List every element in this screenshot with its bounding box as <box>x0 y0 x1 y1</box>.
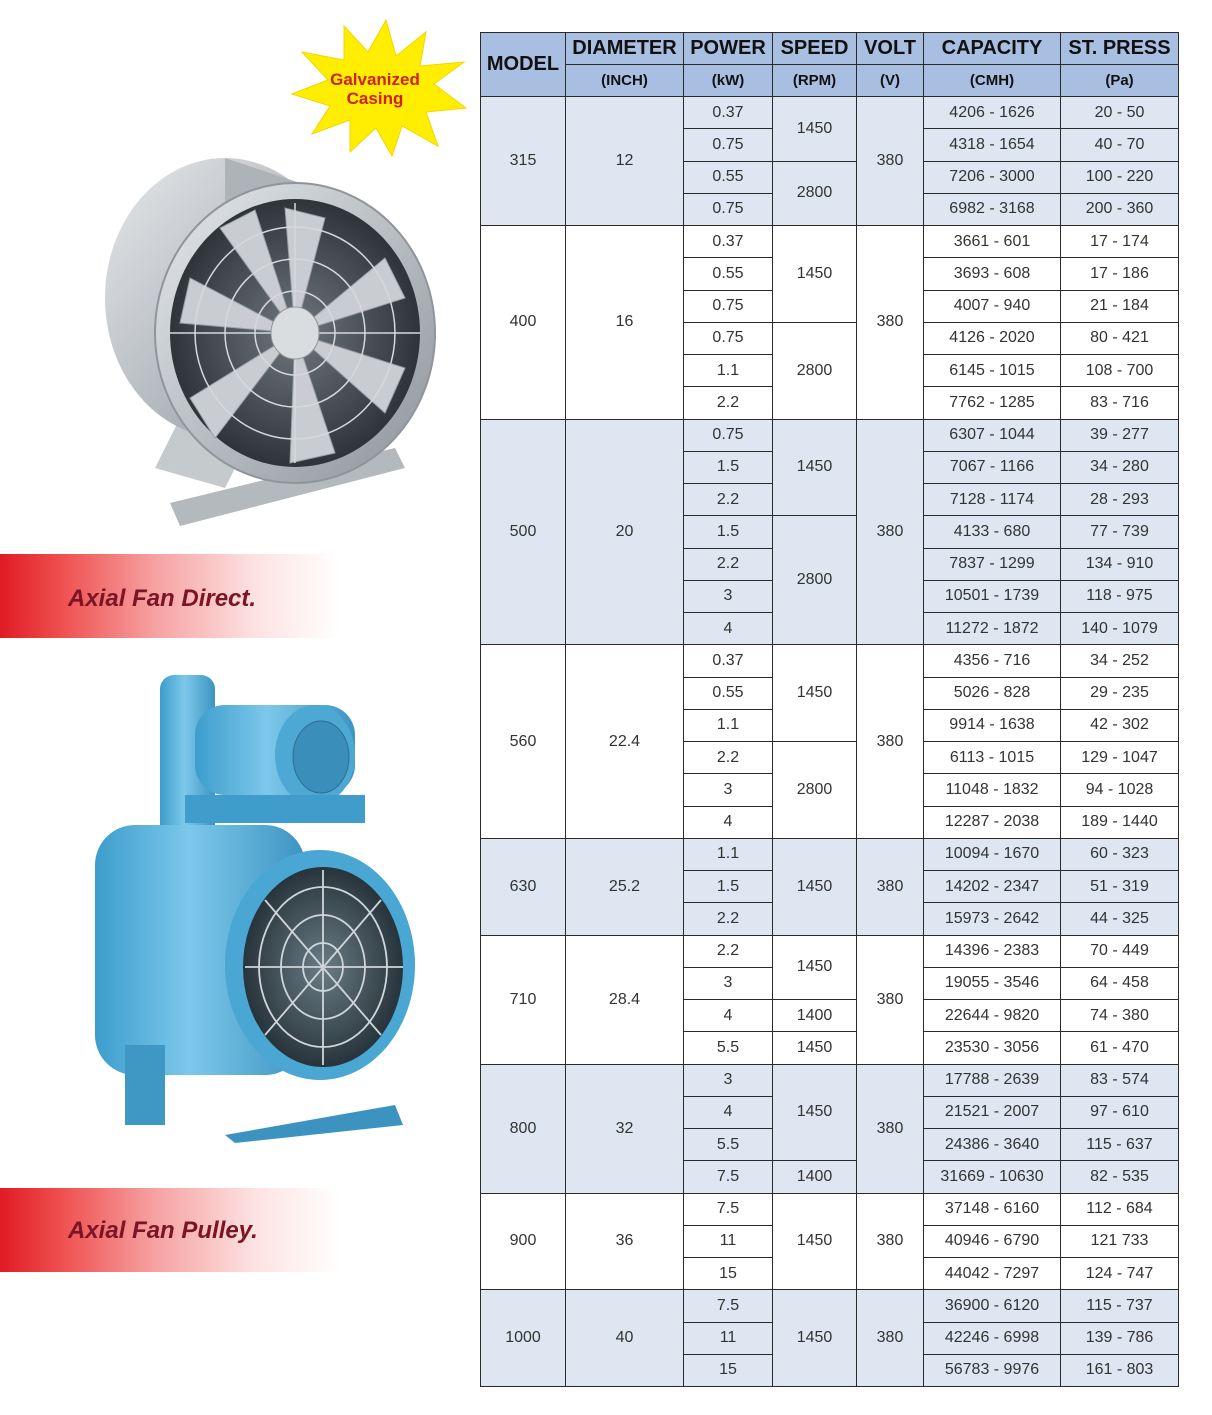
header-diameter: DIAMETER <box>566 33 684 65</box>
st-press-cell: 34 - 252 <box>1061 645 1179 677</box>
st-press-cell: 17 - 186 <box>1061 258 1179 290</box>
st-press-cell: 21 - 184 <box>1061 290 1179 322</box>
power-cell: 0.37 <box>684 97 773 129</box>
axial-fan-pulley-image <box>85 665 430 1145</box>
speed-cell: 2800 <box>773 516 857 645</box>
st-press-cell: 83 - 574 <box>1061 1064 1179 1096</box>
model-cell: 800 <box>481 1064 566 1193</box>
st-press-cell: 20 - 50 <box>1061 97 1179 129</box>
capacity-cell: 40946 - 6790 <box>924 1225 1061 1257</box>
unit-capacity: (CMH) <box>924 65 1061 97</box>
diameter-cell: 28.4 <box>566 935 684 1064</box>
unit-speed: (RPM) <box>773 65 857 97</box>
table-row <box>481 838 1179 870</box>
power-cell: 1.1 <box>684 838 773 870</box>
capacity-cell: 17788 - 2639 <box>924 1064 1061 1096</box>
power-cell: 1.1 <box>684 709 773 741</box>
st-press-cell: 82 - 535 <box>1061 1161 1179 1193</box>
table-row <box>481 419 1179 451</box>
st-press-cell: 60 - 323 <box>1061 838 1179 870</box>
capacity-cell: 7206 - 3000 <box>924 161 1061 193</box>
capacity-cell: 4206 - 1626 <box>924 97 1061 129</box>
model-cell: 900 <box>481 1193 566 1290</box>
model-group <box>481 1290 1179 1387</box>
axial-fan-direct-caption: Axial Fan Direct. <box>68 585 257 612</box>
power-cell: 11 <box>684 1322 773 1354</box>
header-volt: VOLT <box>857 33 924 65</box>
speed-cell: 1400 <box>773 1161 857 1193</box>
st-press-cell: 74 - 380 <box>1061 1000 1179 1032</box>
st-press-cell: 64 - 458 <box>1061 967 1179 999</box>
st-press-cell: 44 - 325 <box>1061 903 1179 935</box>
power-cell: 0.75 <box>684 322 773 354</box>
capacity-cell: 11048 - 1832 <box>924 774 1061 806</box>
capacity-cell: 37148 - 6160 <box>924 1193 1061 1225</box>
capacity-cell: 56783 - 9976 <box>924 1354 1061 1386</box>
volt-cell: 380 <box>857 419 924 645</box>
model-group <box>481 97 1179 226</box>
power-cell: 2.2 <box>684 742 773 774</box>
capacity-cell: 6982 - 3168 <box>924 193 1061 225</box>
st-press-cell: 28 - 293 <box>1061 484 1179 516</box>
volt-cell: 380 <box>857 1193 924 1290</box>
st-press-cell: 124 - 747 <box>1061 1258 1179 1290</box>
speed-cell: 1450 <box>773 1032 857 1064</box>
capacity-cell: 4133 - 680 <box>924 516 1061 548</box>
st-press-cell: 97 - 610 <box>1061 1096 1179 1128</box>
speed-cell: 1450 <box>773 1193 857 1290</box>
capacity-cell: 4356 - 716 <box>924 645 1061 677</box>
header-st-press: ST. PRESS <box>1061 33 1179 65</box>
capacity-cell: 14202 - 2347 <box>924 871 1061 903</box>
capacity-cell: 3693 - 608 <box>924 258 1061 290</box>
model-cell: 1000 <box>481 1290 566 1387</box>
model-group <box>481 1064 1179 1193</box>
speed-cell: 2800 <box>773 742 857 839</box>
table-row <box>481 226 1179 258</box>
volt-cell: 380 <box>857 1064 924 1193</box>
st-press-cell: 70 - 449 <box>1061 935 1179 967</box>
capacity-cell: 7837 - 1299 <box>924 548 1061 580</box>
st-press-cell: 94 - 1028 <box>1061 774 1179 806</box>
st-press-cell: 108 - 700 <box>1061 355 1179 387</box>
power-cell: 7.5 <box>684 1193 773 1225</box>
capacity-cell: 11272 - 1872 <box>924 613 1061 645</box>
st-press-cell: 118 - 975 <box>1061 580 1179 612</box>
capacity-cell: 6307 - 1044 <box>924 419 1061 451</box>
power-cell: 4 <box>684 613 773 645</box>
st-press-cell: 189 - 1440 <box>1061 806 1179 838</box>
st-press-cell: 140 - 1079 <box>1061 613 1179 645</box>
power-cell: 1.1 <box>684 355 773 387</box>
speed-cell: 1450 <box>773 97 857 162</box>
axial-fan-direct-image <box>85 148 445 548</box>
capacity-cell: 23530 - 3056 <box>924 1032 1061 1064</box>
galvanized-badge-text: Galvanized Casing <box>330 70 420 108</box>
model-cell: 710 <box>481 935 566 1064</box>
capacity-cell: 6113 - 1015 <box>924 742 1061 774</box>
speed-cell: 2800 <box>773 161 857 226</box>
capacity-cell: 10501 - 1739 <box>924 580 1061 612</box>
power-cell: 0.75 <box>684 193 773 225</box>
st-press-cell: 34 - 280 <box>1061 451 1179 483</box>
power-cell: 0.75 <box>684 129 773 161</box>
header-model: MODEL <box>481 33 566 97</box>
diameter-cell: 22.4 <box>566 645 684 839</box>
speed-cell: 2800 <box>773 322 857 419</box>
model-cell: 630 <box>481 838 566 935</box>
power-cell: 4 <box>684 806 773 838</box>
st-press-cell: 80 - 421 <box>1061 322 1179 354</box>
speed-cell: 1450 <box>773 838 857 935</box>
capacity-cell: 4007 - 940 <box>924 290 1061 322</box>
st-press-cell: 115 - 737 <box>1061 1290 1179 1322</box>
st-press-cell: 39 - 277 <box>1061 419 1179 451</box>
model-group <box>481 838 1179 935</box>
speed-cell: 1450 <box>773 935 857 1000</box>
st-press-cell: 17 - 174 <box>1061 226 1179 258</box>
speed-cell: 1450 <box>773 1290 857 1387</box>
unit-diameter: (INCH) <box>566 65 684 97</box>
capacity-cell: 31669 - 10630 <box>924 1161 1061 1193</box>
power-cell: 5.5 <box>684 1129 773 1161</box>
table-row <box>481 1290 1179 1322</box>
diameter-cell: 36 <box>566 1193 684 1290</box>
power-cell: 15 <box>684 1258 773 1290</box>
diameter-cell: 12 <box>566 97 684 226</box>
power-cell: 4 <box>684 1000 773 1032</box>
capacity-cell: 4318 - 1654 <box>924 129 1061 161</box>
capacity-cell: 15973 - 2642 <box>924 903 1061 935</box>
table-row <box>481 1193 1179 1225</box>
table-row <box>481 1064 1179 1096</box>
st-press-cell: 134 - 910 <box>1061 548 1179 580</box>
st-press-cell: 161 - 803 <box>1061 1354 1179 1386</box>
table-row <box>481 645 1179 677</box>
power-cell: 0.37 <box>684 226 773 258</box>
axial-fan-pulley-caption: Axial Fan Pulley. <box>68 1217 258 1244</box>
diameter-cell: 16 <box>566 226 684 420</box>
model-cell: 500 <box>481 419 566 645</box>
speed-cell: 1400 <box>773 1000 857 1032</box>
volt-cell: 380 <box>857 226 924 420</box>
st-press-cell: 40 - 70 <box>1061 129 1179 161</box>
power-cell: 15 <box>684 1354 773 1386</box>
capacity-cell: 19055 - 3546 <box>924 967 1061 999</box>
capacity-cell: 14396 - 2383 <box>924 935 1061 967</box>
st-press-cell: 51 - 319 <box>1061 871 1179 903</box>
power-cell: 7.5 <box>684 1290 773 1322</box>
power-cell: 2.2 <box>684 548 773 580</box>
model-group <box>481 645 1179 839</box>
capacity-cell: 9914 - 1638 <box>924 709 1061 741</box>
st-press-cell: 200 - 360 <box>1061 193 1179 225</box>
model-cell: 315 <box>481 97 566 226</box>
table-row <box>481 935 1179 967</box>
st-press-cell: 83 - 716 <box>1061 387 1179 419</box>
st-press-cell: 129 - 1047 <box>1061 742 1179 774</box>
volt-cell: 380 <box>857 1290 924 1387</box>
power-cell: 3 <box>684 774 773 806</box>
unit-st-press: (Pa) <box>1061 65 1179 97</box>
volt-cell: 380 <box>857 935 924 1064</box>
power-cell: 3 <box>684 580 773 612</box>
model-group <box>481 419 1179 645</box>
speed-cell: 1450 <box>773 419 857 516</box>
capacity-cell: 6145 - 1015 <box>924 355 1061 387</box>
power-cell: 0.55 <box>684 258 773 290</box>
st-press-cell: 115 - 637 <box>1061 1129 1179 1161</box>
diameter-cell: 20 <box>566 419 684 645</box>
capacity-cell: 24386 - 3640 <box>924 1129 1061 1161</box>
capacity-cell: 5026 - 828 <box>924 677 1061 709</box>
capacity-cell: 4126 - 2020 <box>924 322 1061 354</box>
power-cell: 1.5 <box>684 516 773 548</box>
unit-power: (kW) <box>684 65 773 97</box>
model-group <box>481 1193 1179 1290</box>
capacity-cell: 10094 - 1670 <box>924 838 1061 870</box>
diameter-cell: 25.2 <box>566 838 684 935</box>
power-cell: 0.55 <box>684 677 773 709</box>
capacity-cell: 21521 - 2007 <box>924 1096 1061 1128</box>
capacity-cell: 42246 - 6998 <box>924 1322 1061 1354</box>
power-cell: 2.2 <box>684 484 773 516</box>
header-power: POWER <box>684 33 773 65</box>
power-cell: 5.5 <box>684 1032 773 1064</box>
speed-cell: 1450 <box>773 645 857 742</box>
table-row <box>481 97 1179 129</box>
power-cell: 4 <box>684 1096 773 1128</box>
power-cell: 2.2 <box>684 903 773 935</box>
capacity-cell: 7128 - 1174 <box>924 484 1061 516</box>
power-cell: 0.55 <box>684 161 773 193</box>
header-capacity: CAPACITY <box>924 33 1061 65</box>
st-press-cell: 42 - 302 <box>1061 709 1179 741</box>
model-group <box>481 935 1179 1064</box>
power-cell: 0.37 <box>684 645 773 677</box>
model-cell: 400 <box>481 226 566 420</box>
capacity-cell: 7762 - 1285 <box>924 387 1061 419</box>
spec-table <box>480 32 1179 1387</box>
st-press-cell: 29 - 235 <box>1061 677 1179 709</box>
st-press-cell: 139 - 786 <box>1061 1322 1179 1354</box>
model-cell: 560 <box>481 645 566 839</box>
speed-cell: 1450 <box>773 1064 857 1161</box>
volt-cell: 380 <box>857 838 924 935</box>
power-cell: 0.75 <box>684 419 773 451</box>
capacity-cell: 7067 - 1166 <box>924 451 1061 483</box>
power-cell: 2.2 <box>684 387 773 419</box>
power-cell: 3 <box>684 1064 773 1096</box>
st-press-cell: 112 - 684 <box>1061 1193 1179 1225</box>
power-cell: 1.5 <box>684 451 773 483</box>
power-cell: 11 <box>684 1225 773 1257</box>
capacity-cell: 12287 - 2038 <box>924 806 1061 838</box>
diameter-cell: 40 <box>566 1290 684 1387</box>
st-press-cell: 61 - 470 <box>1061 1032 1179 1064</box>
capacity-cell: 44042 - 7297 <box>924 1258 1061 1290</box>
spec-table-header <box>481 33 1179 97</box>
volt-cell: 380 <box>857 97 924 226</box>
power-cell: 1.5 <box>684 871 773 903</box>
power-cell: 2.2 <box>684 935 773 967</box>
speed-cell: 1450 <box>773 226 857 323</box>
unit-volt: (V) <box>857 65 924 97</box>
power-cell: 7.5 <box>684 1161 773 1193</box>
capacity-cell: 36900 - 6120 <box>924 1290 1061 1322</box>
st-press-cell: 121 733 <box>1061 1225 1179 1257</box>
header-speed: SPEED <box>773 33 857 65</box>
model-group <box>481 226 1179 420</box>
st-press-cell: 100 - 220 <box>1061 161 1179 193</box>
power-cell: 0.75 <box>684 290 773 322</box>
diameter-cell: 32 <box>566 1064 684 1193</box>
volt-cell: 380 <box>857 645 924 839</box>
power-cell: 3 <box>684 967 773 999</box>
capacity-cell: 22644 - 9820 <box>924 1000 1061 1032</box>
st-press-cell: 77 - 739 <box>1061 516 1179 548</box>
capacity-cell: 3661 - 601 <box>924 226 1061 258</box>
